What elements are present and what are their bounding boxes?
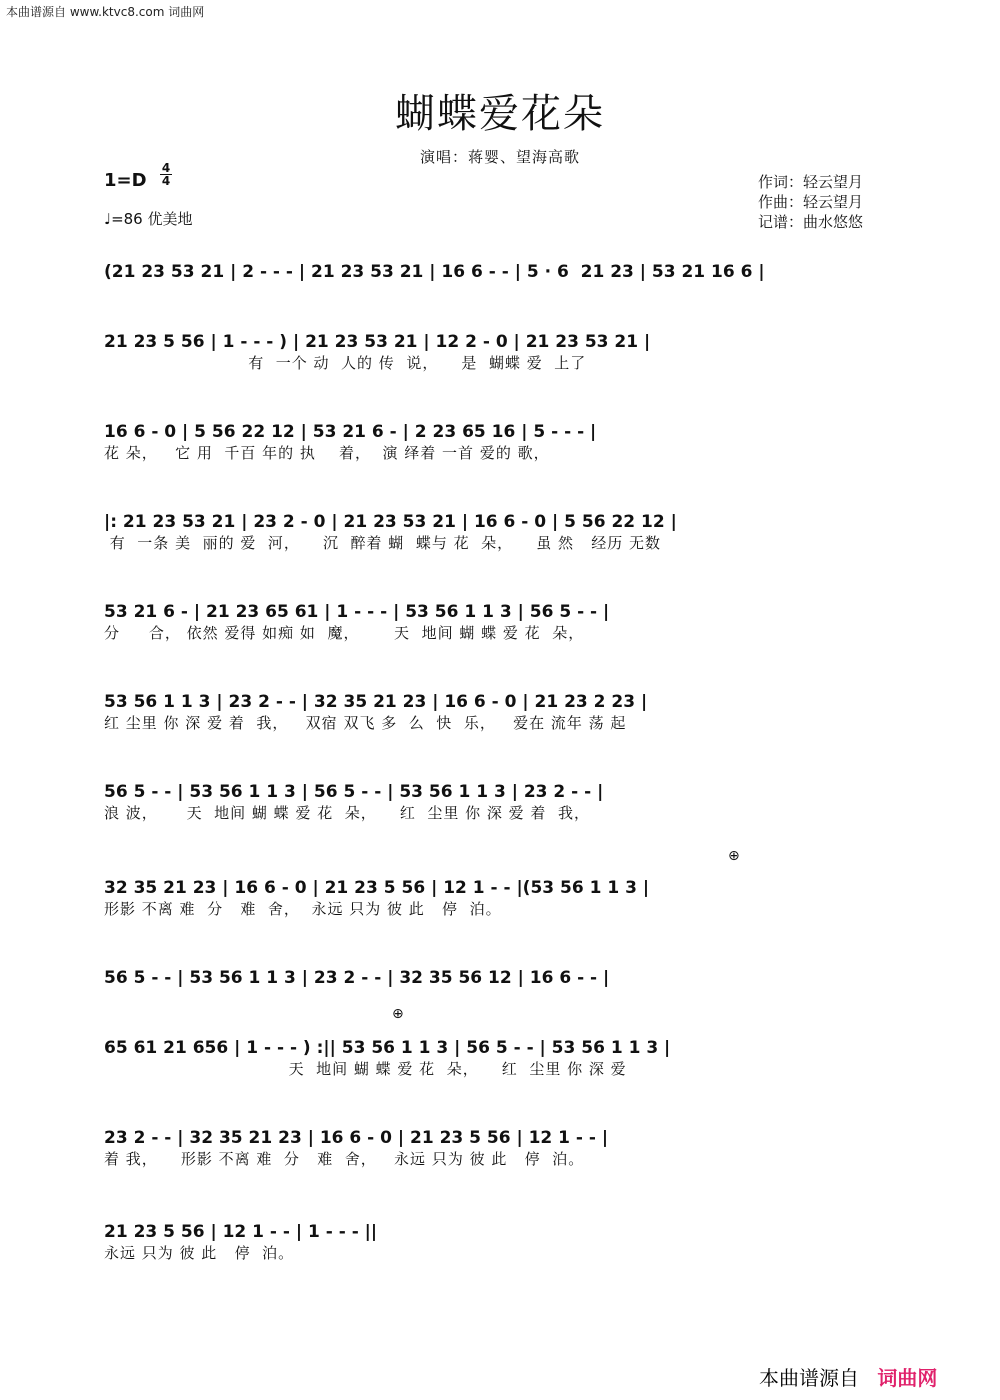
lyric-line: 永远 只为 彼 此 停 泊。 <box>104 1244 295 1262</box>
notation-line: 21 23 5 56 | 1 - - - ) | 21 23 53 21 | 12 2 - 0 | 21 23 53 21 | <box>104 332 651 352</box>
score-row-4 <box>104 512 1000 553</box>
score-row-8 <box>104 878 1000 919</box>
lyric-line: 有 一个 动 人的 传 说， 是 蝴蝶 爱 上了 <box>104 354 587 372</box>
composer: 作曲：轻云望月 <box>758 193 864 211</box>
lyric-line: 着 我， 形影 不离 难 分 难 舍， 永远 只为 彼 此 停 泊。 <box>104 1150 585 1168</box>
notation-line: 53 56 1 1 3 | 23 2 - - | 32 35 21 23 | 16 6 - 0 | 21 23 2 23 | <box>104 692 648 712</box>
credits <box>758 172 863 232</box>
tempo-marking: ♩=86 优美地 <box>104 210 193 228</box>
notation-line: (21 23 53 21 | 2 - - - | 21 23 53 21 | 16 6 - - | 5 · 6 21 23 | 53 21 16 6 | <box>104 262 765 282</box>
singer-line: 演唱：蒋婴、望海高歌 <box>419 148 580 166</box>
coda-sign-1: ⊕ <box>728 848 740 864</box>
score-row-6 <box>104 692 1000 733</box>
score-row-1 <box>104 262 1000 282</box>
score-row-2 <box>104 332 1000 373</box>
watermark-bottom-right: 词曲网 <box>877 1366 938 1390</box>
notation-line: 65 61 21 656 | 1 - - - ) :|| 53 56 1 1 3 | 56 5 - - | 53 56 1 1 3 | <box>104 1038 671 1058</box>
notation-line: 16 6 - 0 | 5 56 22 12 | 53 21 6 - | 2 23 65 16 | 5 - - - | <box>104 422 597 442</box>
key-signature: 1=D <box>104 170 147 191</box>
lyric-line: 浪 波， 天 地间 蝴 蝶 爱 花 朵， 红 尘里 你 深 爱 着 我， <box>104 804 590 822</box>
lyricist: 作词：轻云望月 <box>758 173 864 191</box>
score-row-11 <box>104 1128 1000 1169</box>
lyric-line: 形影 不离 难 分 难 舍， 永远 只为 彼 此 停 泊。 <box>104 900 502 918</box>
score-row-7 <box>104 782 1000 823</box>
score-row-5 <box>104 602 1000 643</box>
song-title: 蝴蝶爱花朵 <box>395 91 605 137</box>
notation-line: 21 23 5 56 | 12 1 - - | 1 - - - || <box>104 1222 378 1242</box>
watermark-top: 本曲谱源自 www.ktvc8.com 词曲网 <box>6 5 205 19</box>
notation-line: 56 5 - - | 53 56 1 1 3 | 23 2 - - | 32 35 56 12 | 16 6 - - | <box>104 968 610 988</box>
score-row-12 <box>104 1222 1000 1263</box>
score-row-3 <box>104 422 1000 463</box>
lyric-line: 分 合， 依然 爱得 如痴 如 魔， 天 地间 蝴 蝶 爱 花 朵， <box>104 624 585 642</box>
lyric-line: 有 一条 美 丽的 爱 河， 沉 醉着 蝴 蝶与 花 朵， 虽 然 经历 无数 <box>104 534 662 552</box>
watermark-bottom <box>759 1362 937 1391</box>
notation-line: 56 5 - - | 53 56 1 1 3 | 56 5 - - | 53 56 1 1 3 | 23 2 - - | <box>104 782 604 802</box>
time-sig-bottom: 4 <box>161 174 171 188</box>
lyric-line: 花 朵， 它 用 千百 年的 执 着， 演 绎着 一首 爱的 歌， <box>104 444 550 462</box>
watermark-bottom-left: 本曲谱源自 <box>759 1366 859 1390</box>
notation-line: 53 21 6 - | 21 23 65 61 | 1 - - - | 53 56 1 1 3 | 56 5 - - | <box>104 602 610 622</box>
score-row-9 <box>104 968 1000 988</box>
notation-line: 23 2 - - | 32 35 21 23 | 16 6 - 0 | 21 23 5 56 | 12 1 - - | <box>104 1128 609 1148</box>
time-sig-top: 4 <box>161 161 171 175</box>
lyric-line: 天 地间 蝴 蝶 爱 花 朵， 红 尘里 你 深 爱 <box>104 1060 627 1078</box>
score-row-10 <box>104 1038 1000 1079</box>
coda-sign-2: ⊕ <box>392 1006 404 1022</box>
notation-line: 32 35 21 23 | 16 6 - 0 | 21 23 5 56 | 12 1 - - |(53 56 1 1 3 | <box>104 878 650 898</box>
lyric-line: 红 尘里 你 深 爱 着 我， 双宿 双飞 多 么 快 乐， 爱在 流年 荡 起 <box>104 714 627 732</box>
transcriber: 记谱：曲水悠悠 <box>758 213 864 231</box>
time-signature <box>160 162 172 187</box>
notation-line: |: 21 23 53 21 | 23 2 - 0 | 21 23 53 21 | 16 6 - 0 | 5 56 22 12 | <box>104 512 677 532</box>
